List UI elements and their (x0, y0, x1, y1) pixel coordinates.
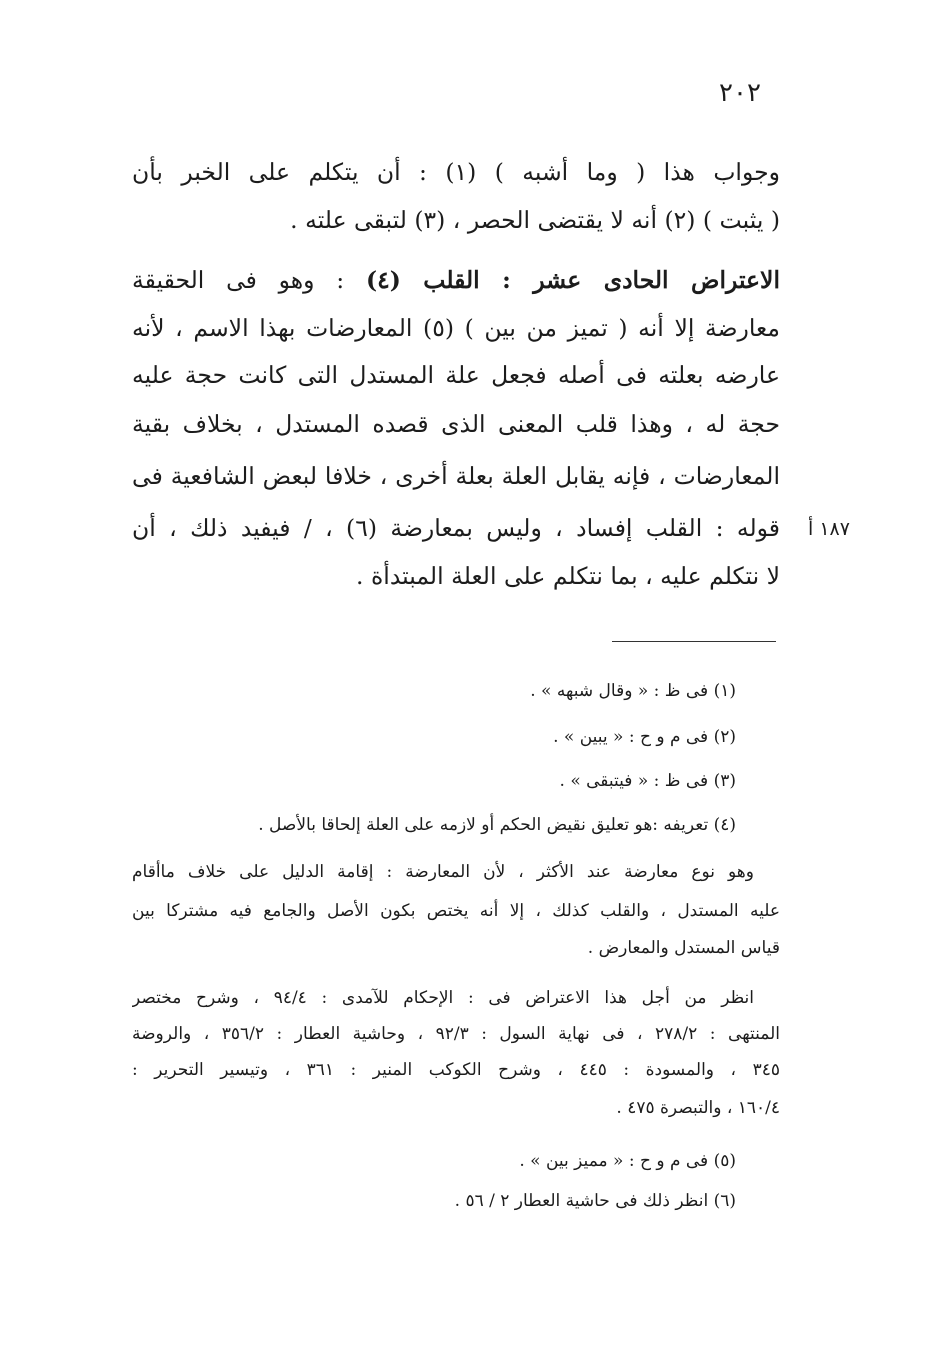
section-heading-line (132, 260, 780, 300)
footnote-4: (٤) تعريفه :هو تعليق نقيض الحكم أو لازمه على العلة إلحاقا بالأصل . (258, 815, 736, 835)
page-number: ٢٠٢ (719, 78, 761, 108)
main-text-line-4: عارضه بعلته فى أصله فجعل علة المستدل التى كانت حجة عليه (132, 361, 780, 389)
margin-folio-note: ١٨٧ أ (808, 518, 850, 540)
footnote-5: (٥) فى م و ح : « مميز بين » . (519, 1151, 736, 1171)
main-text-line-1: وجواب هذا ( وما أشبه ) (١) : أن يتكلم على الخبر بأن (132, 158, 780, 186)
footnote-4-text-line-3: قياس المستدل والمعارض . (587, 938, 780, 958)
main-text-line-3: معارضة إلا أنه ( تميز من بين ) (٥) المعارضات بهذا الاسم ، لأنه (132, 314, 780, 342)
footnote-4-refs-line-1: انظر من أجل هذا الاعتراض فى : الإحكام للآمدى : ٩٤/٤ ، وشرح مختصر (132, 988, 754, 1008)
section-heading-continuation: : وهو فى الحقيقة (132, 266, 366, 294)
section-heading: الاعتراض الحادى عشر : القلب (٤) (365, 266, 780, 294)
footnote-2: (٢) فى م و ح : « يبين » . (553, 727, 736, 747)
main-text-line-7: قوله : القلب إفساد ، وليس بمعارضة (٦) ، / فيفيد ذلك ، أن (132, 514, 780, 542)
footnote-6: (٦) انظر ذلك فى حاشية العطار ٢ / ٥٦ . (454, 1191, 736, 1211)
footnote-4-refs-line-4: ١٦٠/٤ ، والتبصرة ٤٧٥ . (616, 1098, 780, 1118)
footnote-1: (١) فى ظ : « وقال شبهه » . (530, 681, 736, 701)
footnote-3: (٣) فى ظ : « فيتبقى » . (559, 771, 736, 791)
footnote-separator (612, 641, 776, 642)
footnote-4-refs-line-2: المنتهى : ٢٧٨/٢ ، فى نهاية السول : ٩٢/٣ ، وحاشية العطار : ٣٥٦/٢ ، والروضة (132, 1024, 780, 1044)
main-text-line-5: حجة له ، وهذا قلب المعنى الذى قصده المستدل ، بخلاف بقية (132, 410, 780, 438)
footnote-4-refs-line-3: ٣٤٥ ، والمسودة : ٤٤٥ ، وشرح الكوكب المنير : ٣٦١ ، وتيسير التحرير : (132, 1060, 780, 1080)
main-text-line-8: لا نتكلم عليه ، بما نتكلم على العلة المبتدأة . (356, 562, 780, 590)
main-text-line-2: ( يثبت ) (٢) أنه لا يقتضى الحصر ، (٣) لتبقى علته . (290, 206, 780, 234)
footnote-4-text-line-2: عليه المستدل ، والقلب كذلك ، إلا أنه يختص بكون الأصل والجامع فيه مشتركا بين (132, 901, 780, 921)
main-text-line-6: المعارضات ، فإنه يقابل العلة بعلة أخرى ، خلافا لبعض الشافعية فى (132, 462, 780, 490)
footnote-4-text-line-1: وهو نوع معارضة عند الأكثر ، لأن المعارضة : إقامة الدليل على خلاف ماأقام (132, 862, 754, 882)
